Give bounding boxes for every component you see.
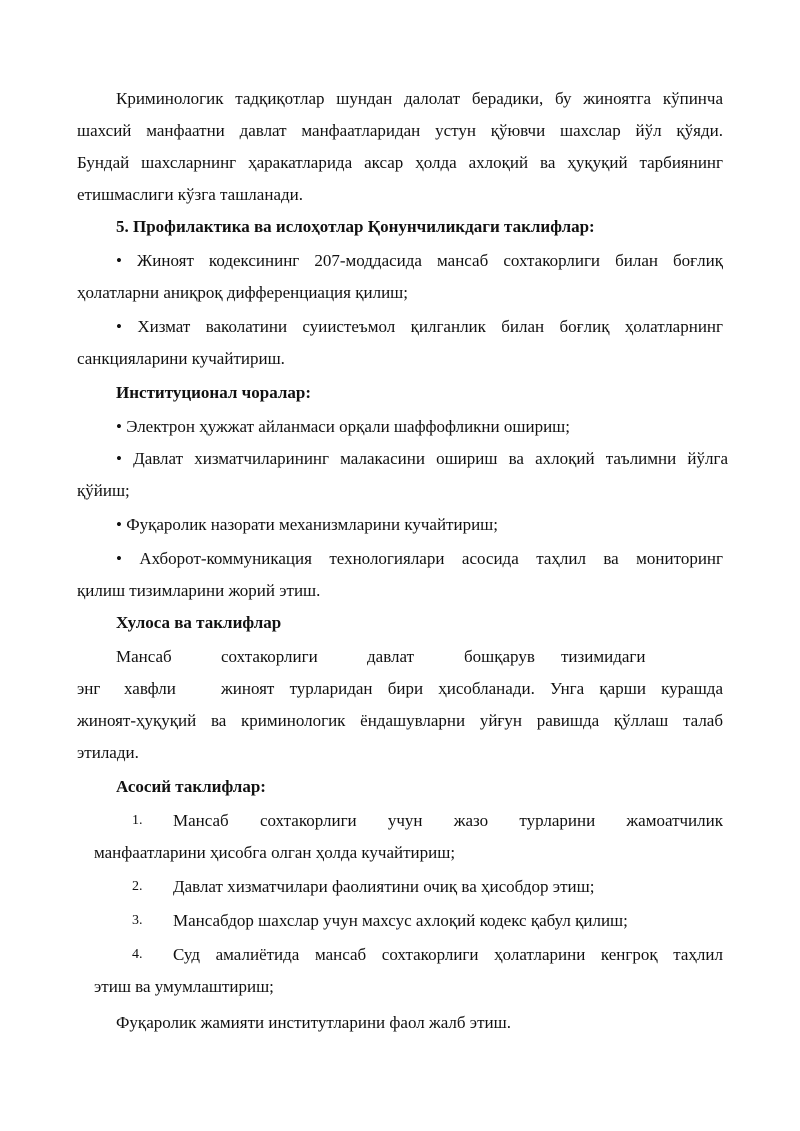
subsection-heading: Институционал чоралар:: [116, 383, 312, 402]
conclusion-word: хавфли: [124, 679, 176, 698]
conclusion-word: Мансаб: [116, 647, 172, 666]
paragraph-line: жиноят-ҳуқуқий ва криминологик ёндашувларни уйғун равишда қўллаш талаб: [77, 711, 723, 730]
conclusion-word: тизимидаги: [561, 647, 646, 666]
bullet-item: • Жиноят кодексининг 207-моддасида мансаб сохтакорлиги билан боғлиқ: [116, 251, 723, 270]
bullet-item-continuation: ҳолатларни аниқроқ дифференциация қилиш;: [77, 283, 408, 302]
bullet-item-continuation: қилиш тизимларини жорий этиш.: [77, 581, 321, 600]
bullet-item: • Давлат хизматчиларининг малакасини ошириш ва ахлоқий таълимни йўлга: [116, 449, 728, 468]
conclusion-word: бошқарув: [464, 647, 535, 666]
bullet-item: • Ахборот-коммуникация технологиялари асосида таҳлил ва мониторинг: [116, 549, 723, 568]
bullet-item-continuation: қўйиш;: [77, 481, 130, 500]
list-item: Мансаб сохтакорлиги учун жазо турларини жамоатчилик: [173, 811, 723, 830]
paragraph-line: этилади.: [77, 743, 139, 762]
section-heading: 5. Профилактика ва ислоҳотлар Қонунчиликдаги таклифлар:: [116, 217, 595, 236]
list-number: 2.: [132, 879, 143, 894]
bullet-item: • Фуқаролик назорати механизмларини кучайтириш;: [116, 515, 498, 534]
closing-line: Фуқаролик жамияти институтларини фаол жалб этиш.: [116, 1013, 511, 1032]
conclusion-word: сохтакорлиги: [221, 647, 318, 666]
list-item-continuation: манфаатларини ҳисобга олган ҳолда кучайтириш;: [94, 843, 456, 862]
paragraph-line: жиноят турларидан бири ҳисобланади. Унга қарши курашда: [221, 679, 723, 698]
conclusion-heading: Хулоса ва таклифлар: [116, 613, 282, 632]
paragraph-line: шахсий манфаатни давлат манфаатларидан устун қўювчи шахслар йўл қўяди.: [77, 121, 723, 140]
bullet-item-continuation: санкцияларини кучайтириш.: [77, 349, 285, 368]
bullet-item: • Хизмат ваколатини суиистеъмол қилганлик билан боғлиқ ҳолатларнинг: [116, 317, 723, 336]
conclusion-word: энг: [77, 679, 101, 698]
list-number: 1.: [132, 813, 143, 828]
paragraph-line: Криминологик тадқиқотлар шундан далолат берадики, бу жиноятга кўпинча: [116, 89, 723, 108]
list-item: Давлат хизматчилари фаолиятини очиқ ва ҳисобдор этиш;: [173, 877, 595, 896]
paragraph-line: Бундай шахсларнинг ҳаракатларида аксар ҳолда ахлоқий ва ҳуқуқий тарбиянинг: [77, 153, 723, 172]
list-item-continuation: этиш ва умумлаштириш;: [94, 977, 274, 996]
list-item: Суд амалиётида мансаб сохтакорлиги ҳолатларини кенгроқ таҳлил: [173, 945, 723, 964]
paragraph-line: етишмаслиги кўзга ташланади.: [77, 185, 303, 204]
bullet-item: • Электрон ҳужжат айланмаси орқали шаффофликни ошириш;: [116, 417, 570, 436]
list-item: Мансабдор шахслар учун махсус ахлоқий кодекс қабул қилиш;: [173, 911, 628, 930]
list-number: 3.: [132, 913, 143, 928]
conclusion-word: давлат: [367, 647, 415, 666]
proposals-heading: Асосий таклифлар:: [116, 777, 266, 796]
list-number: 4.: [132, 947, 143, 962]
